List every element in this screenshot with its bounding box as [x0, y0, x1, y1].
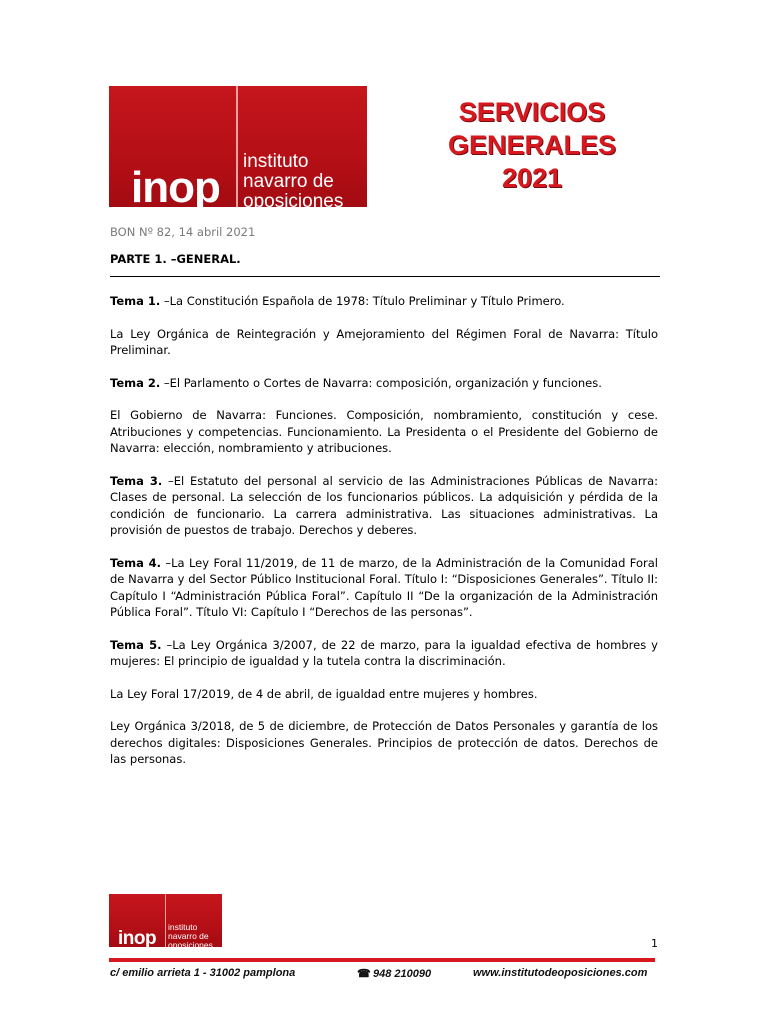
logo-mark: inop — [131, 163, 220, 212]
paragraph-text: –La Constitución Española de 1978: Título Preliminar y Título Primero. — [160, 294, 565, 308]
footer-website: www.institutodeoposiciones.com — [473, 967, 648, 979]
logo-divider — [236, 86, 238, 207]
paragraph — [110, 326, 658, 359]
tema-label: Tema 5. — [110, 637, 162, 652]
footer-rule — [109, 958, 655, 962]
footer-logo-inop — [109, 894, 222, 950]
paragraph-text: La Ley Foral 17/2019, de 4 de abril, de igualdad entre mujeres y hombres. — [110, 686, 538, 701]
footer-phone — [357, 967, 431, 980]
logo-institute-name — [168, 923, 213, 950]
syllabus-content — [110, 293, 658, 784]
logo-line-2: navarro de — [243, 170, 334, 192]
logo-divider — [165, 894, 166, 947]
paragraph-text: –La Ley Orgánica 3/2007, de 22 de marzo, para la igualdad efectiva de hombres y mujeres: El principio de igualdad y la tutela contra la discriminación. — [110, 637, 658, 668]
title-line-2: GENERALES — [447, 130, 617, 160]
bon-reference: BON Nº 82, 14 abril 2021 — [110, 225, 256, 239]
tema-label: Tema 1. — [110, 294, 161, 308]
tema-label: Tema 2. — [110, 375, 161, 390]
logo-institute-name — [243, 152, 343, 212]
paragraph — [110, 473, 658, 539]
paragraph-text: El Gobierno de Navarra: Funciones. Composición, nombramiento, constitución y cese. Atribuciones y competencias. Funcionamiento. La Presidenta o el Presidente del Gobierno de Navarra: elección, nombramiento y atribuciones. — [110, 408, 658, 455]
footer-address: c/ emilio arrieta 1 - 31002 pamplona — [110, 967, 296, 979]
telephone-icon: ☎ — [357, 968, 371, 980]
paragraph — [110, 375, 658, 392]
heading-rule — [110, 276, 660, 277]
tema-label: Tema 3. — [110, 473, 163, 488]
tema-label: Tema 4. — [110, 555, 161, 570]
paragraph — [110, 718, 658, 768]
section-heading: PARTE 1. –GENERAL. — [110, 252, 241, 266]
logo-line-3: oposiciones — [168, 939, 213, 950]
phone-number: 948 210090 — [373, 968, 432, 980]
paragraph-text: –El Estatuto del personal al servicio de las Administraciones Públicas de Navarra: Clases de personal. La selección de los funcionarios públicos. La adquisición y pérdida de la condición de funcionario. La carrera administrativa. Las situaciones administrativas. La provisión de puestos de trabajo. Derechos y deberes. — [110, 473, 658, 537]
logo-line-1: instituto — [168, 922, 198, 932]
paragraph — [110, 293, 658, 310]
logo-line-2: navarro de — [168, 930, 209, 941]
page-number: 1 — [651, 937, 658, 950]
paragraph — [110, 686, 658, 703]
paragraph — [110, 555, 658, 621]
logo-inop — [109, 86, 367, 212]
paragraph-text: –El Parlamento o Cortes de Navarra: composición, organización y funciones. — [160, 375, 602, 390]
paragraph — [110, 407, 658, 457]
document-title — [440, 96, 624, 195]
logo-mark: inop — [118, 928, 157, 949]
paragraph-text: –La Ley Foral 11/2019, de 11 de marzo, de la Administración de la Comunidad Foral de Navarra y del Sector Público Institucional Foral. Título I: “Disposiciones Generales”. Título II: Capítulo I “Administración Pública Foral”. Capítulo II “De la organización de la Administración Pública Foral”. Título VI: Capítulo I “Derechos de las personas”. — [110, 555, 659, 619]
paragraph-text: Ley Orgánica 3/2018, de 5 de diciembre, de Protección de Datos Personales y garantía de los derechos digitales: Disposiciones Generales. Principios de protección de datos. Derechos de las personas. — [110, 719, 658, 766]
title-line-3: 2021 — [501, 163, 563, 193]
logo-line-1: instituto — [243, 151, 309, 172]
paragraph-text: La Ley Orgánica de Reintegración y Amejoramiento del Régimen Foral de Navarra: Título Preliminar. — [110, 326, 658, 357]
title-line-1: SERVICIOS — [458, 97, 606, 127]
paragraph — [110, 637, 658, 670]
logo-line-3: oposiciones — [243, 190, 344, 212]
